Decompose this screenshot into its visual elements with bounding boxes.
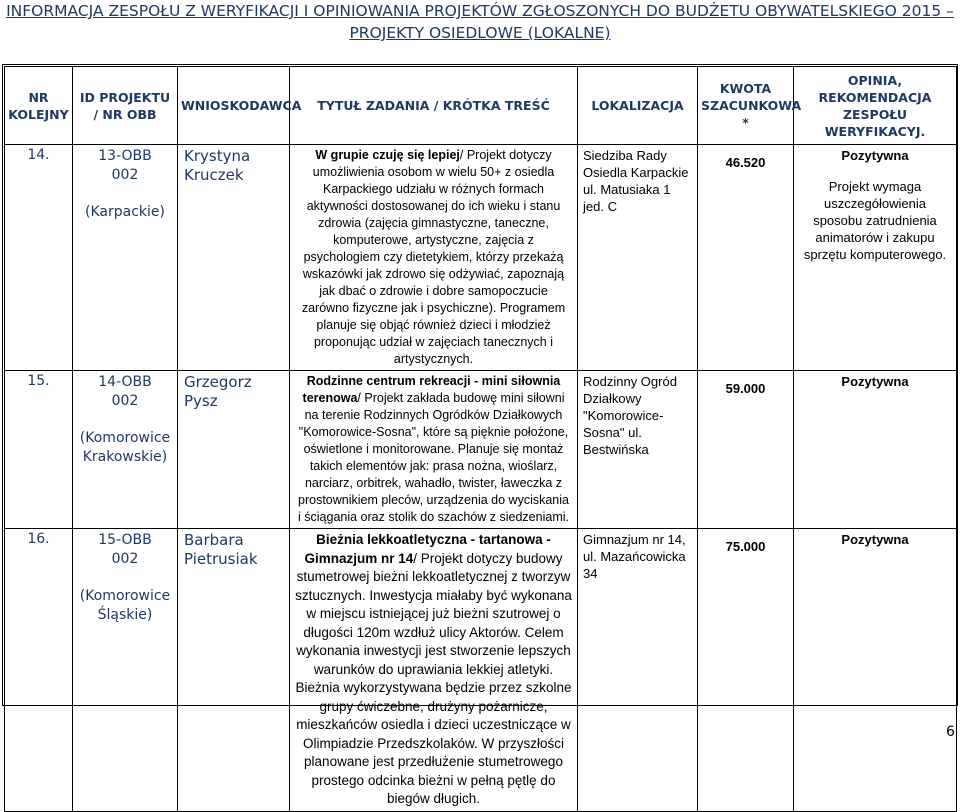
- page-header: [0, 0, 960, 44]
- col-header-tytul: TYTUŁ ZADANIA / KRÓTKA TREŚĆ: [290, 67, 578, 145]
- row-opinia: [794, 145, 957, 371]
- header-line-1: INFORMACJA ZESPOŁU Z WERYFIKACJI I OPINIOWANIA PROJEKTÓW ZGŁOSZONYCH DO BUDŻETU OBYWATELSKIEGO 2015 –: [6, 2, 954, 20]
- col-header-nr: NR KOLEJNY: [5, 67, 73, 145]
- id-code: 14-OBB: [98, 374, 152, 390]
- col-header-opinia: OPINIA, REKOMENDACJA ZESPOŁU WERYFIKACYJ.: [794, 67, 957, 145]
- row-wnioskodawca: Barbara Pietrusiak: [178, 529, 290, 812]
- projects-table: [4, 66, 957, 812]
- opinia-note: Projekt wymaga uszczegółowienia sposobu zatrudnienia animatorów i zakupu sprzętu komputerowego.: [803, 179, 947, 262]
- id-number: 002: [111, 551, 139, 567]
- row-kwota: 46.520: [698, 145, 794, 371]
- header-line-2: PROJEKTY OSIEDLOWE (LOKALNE): [349, 24, 611, 42]
- row-wnioskodawca: Grzegorz Pysz: [178, 371, 290, 529]
- project-desc: / Projekt dotyczy budowy stumetrowej bieżni lekkoatletycznej z tworzyw sztucznych. Inwestycja miałaby być wykonana w miejscu istniejącej już bieżni szutrowej o długości 120m wzdłuż ulicy Aktorów. Celem wykonania inwestycji jest stworzenie lepszych warunków do uprawiania lekkiej atletyki. Bieżnia wykorzystywana będzie przez szkolne grupy ćwiczebne, drużyny pożarnicze, mieszkańców osiedla i dzieci uczestniczące w Olimpiadzie Przedszkolaków. W przyszłości planowane jest przedłużenie stumetrowego prostego odcinka bieżni w pełną pętlę do biegów długich.: [295, 550, 572, 806]
- row-description: [290, 529, 578, 812]
- id-osiedle: (Komorowice Krakowskie): [79, 430, 171, 465]
- project-desc: / Projekt dotyczy umożliwienia osobom w wielu 50+ z osiedla Karpackiego udziału w różnych formach aktywności dostosowanej do ich wieku i stanu zdrowia (zajęcia gimnastyczne, taneczne, komputerowe, artystyczne, zajęcia z psychologiem czy dietetykiem, którzy przekażą wskazówki jak zdrowo się odżywiać, zapoznają jak dbać o zdrowie i dobre samopoczucie zarówno fizyczne jak i psychiczne). Programem planuje się objąć również dzieci i młodzież proponując udział w zajęciach tanecznych i artystycznych.: [301, 148, 566, 366]
- table-row: [5, 371, 957, 529]
- row-nr: 16.: [5, 529, 73, 812]
- col-header-kwota: KWOTA SZACUNKOWA *: [698, 67, 794, 145]
- row-id: [73, 529, 178, 812]
- row-description: [290, 145, 578, 371]
- opinia-verdict: Pozytywna: [841, 148, 909, 163]
- row-kwota: 75.000: [698, 529, 794, 812]
- id-number: 002: [111, 167, 139, 183]
- col-header-id: ID PROJEKTU / NR OBB: [73, 67, 178, 145]
- id-osiedle: (Komorowice Śląskie): [79, 588, 171, 623]
- row-description: [290, 371, 578, 529]
- row-lokalizacja: Siedziba Rady Osiedla Karpackie ul. Matusiaka 1 jed. C: [578, 145, 698, 371]
- col-header-lokalizacja: LOKALIZACJA: [578, 67, 698, 145]
- table-header-row: [5, 67, 957, 145]
- page-number: 6: [946, 724, 955, 740]
- row-kwota: 59.000: [698, 371, 794, 529]
- row-id: [73, 145, 178, 371]
- project-title: W grupie czuję się lepiej: [315, 148, 460, 162]
- project-desc: / Projekt zakłada budowę mini siłowni na terenie Rodzinnych Ogródków Działkowych "Komorowice-Sosna", które są pięknie położone, oświetlone i monitorowane. Planuje się montaż takich elementów jak: prasa nożna, wioślarz, narciarz, orbitrek, wahadło, twister, ławeczka z prostownikiem pleców, urządzenia do wyciskania i ściągania oraz stolik do szachów z siedzeniami.: [298, 391, 569, 524]
- project-title: Rodzinne centrum rekreacji - mini siłownia terenowa: [302, 374, 561, 405]
- table-row: [5, 145, 957, 371]
- col-header-wnioskodawca: WNIOSKODAWCA: [178, 67, 290, 145]
- row-lokalizacja: Gimnazjum nr 14, ul. Mazańcowicka 34: [578, 529, 698, 812]
- id-code: 13-OBB: [98, 148, 152, 164]
- row-nr: 14.: [5, 145, 73, 371]
- row-nr: 15.: [5, 371, 73, 529]
- row-opinia: [794, 371, 957, 529]
- row-wnioskodawca: Krystyna Kruczek: [178, 145, 290, 371]
- table-row: [5, 529, 957, 812]
- opinia-verdict: Pozytywna: [841, 374, 909, 389]
- row-opinia: [794, 529, 957, 812]
- row-lokalizacja: Rodzinny Ogród Działkowy "Komorowice-Sosna" ul. Bestwińska: [578, 371, 698, 529]
- id-osiedle: (Karpackie): [85, 204, 165, 220]
- id-code: 15-OBB: [98, 532, 152, 548]
- row-id: [73, 371, 178, 529]
- project-title: Bieżnia lekkoatletyczna - tartanowa - Gimnazjum nr 14: [304, 532, 551, 566]
- id-number: 002: [111, 393, 139, 409]
- opinia-verdict: Pozytywna: [841, 532, 909, 547]
